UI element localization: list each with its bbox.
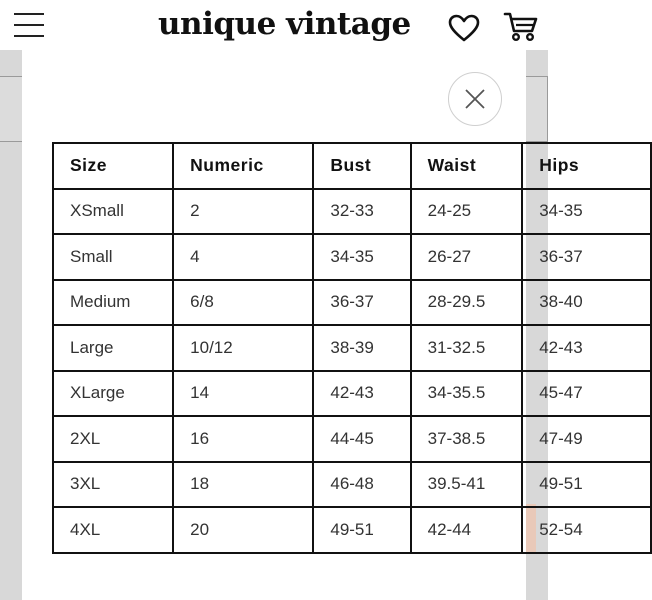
header-waist: Waist <box>411 143 523 189</box>
size-table <box>52 142 652 554</box>
size-chart-modal <box>22 50 583 600</box>
cell-waist: 26-27 <box>411 234 523 280</box>
cell-size: XSmall <box>53 189 173 235</box>
site-logo[interactable]: unique vintage <box>158 6 411 42</box>
cell-waist: 34-35.5 <box>411 371 523 417</box>
table-row <box>53 234 651 280</box>
cell-numeric: 18 <box>173 462 313 508</box>
table-row <box>53 371 651 417</box>
cell-bust: 42-43 <box>313 371 410 417</box>
cell-bust: 44-45 <box>313 416 410 462</box>
cell-size: 3XL <box>53 462 173 508</box>
cell-bust: 32-33 <box>313 189 410 235</box>
site-header <box>0 0 548 50</box>
cell-bust: 34-35 <box>313 234 410 280</box>
table-row <box>53 507 651 553</box>
cell-numeric: 20 <box>173 507 313 553</box>
close-icon <box>465 89 485 109</box>
cell-bust: 36-37 <box>313 280 410 326</box>
cell-waist: 31-32.5 <box>411 325 523 371</box>
table-row <box>53 462 651 508</box>
cell-bust: 38-39 <box>313 325 410 371</box>
cell-waist: 37-38.5 <box>411 416 523 462</box>
cart-icon[interactable] <box>504 11 538 43</box>
table-row <box>53 325 651 371</box>
cell-size: XLarge <box>53 371 173 417</box>
header-size: Size <box>53 143 173 189</box>
cell-bust: 46-48 <box>313 462 410 508</box>
cell-size: Large <box>53 325 173 371</box>
header-bust: Bust <box>313 143 410 189</box>
cell-hips: 49-51 <box>522 462 651 508</box>
cell-hips: 45-47 <box>522 371 651 417</box>
table-row <box>53 189 651 235</box>
cell-waist: 24-25 <box>411 189 523 235</box>
cell-hips: 38-40 <box>522 280 651 326</box>
cell-numeric: 2 <box>173 189 313 235</box>
cell-hips: 47-49 <box>522 416 651 462</box>
heart-icon[interactable] <box>448 14 480 42</box>
cell-numeric: 6/8 <box>173 280 313 326</box>
cell-bust: 49-51 <box>313 507 410 553</box>
cell-waist: 42-44 <box>411 507 523 553</box>
cell-size: Medium <box>53 280 173 326</box>
cell-hips: 36-37 <box>522 234 651 280</box>
cell-hips: 42-43 <box>522 325 651 371</box>
table-header-row <box>53 143 651 189</box>
cell-size: 4XL <box>53 507 173 553</box>
header-numeric: Numeric <box>173 143 313 189</box>
cell-size: Small <box>53 234 173 280</box>
close-button[interactable] <box>448 72 502 126</box>
cell-size: 2XL <box>53 416 173 462</box>
cell-numeric: 14 <box>173 371 313 417</box>
cell-hips: 52-54 <box>522 507 651 553</box>
table-row <box>53 416 651 462</box>
cell-waist: 39.5-41 <box>411 462 523 508</box>
cell-hips: 34-35 <box>522 189 651 235</box>
size-table-scroll[interactable] <box>52 142 583 572</box>
hamburger-menu-icon[interactable] <box>14 10 44 40</box>
cell-numeric: 10/12 <box>173 325 313 371</box>
table-row <box>53 280 651 326</box>
cell-waist: 28-29.5 <box>411 280 523 326</box>
cell-numeric: 4 <box>173 234 313 280</box>
header-hips: Hips <box>522 143 651 189</box>
cell-numeric: 16 <box>173 416 313 462</box>
